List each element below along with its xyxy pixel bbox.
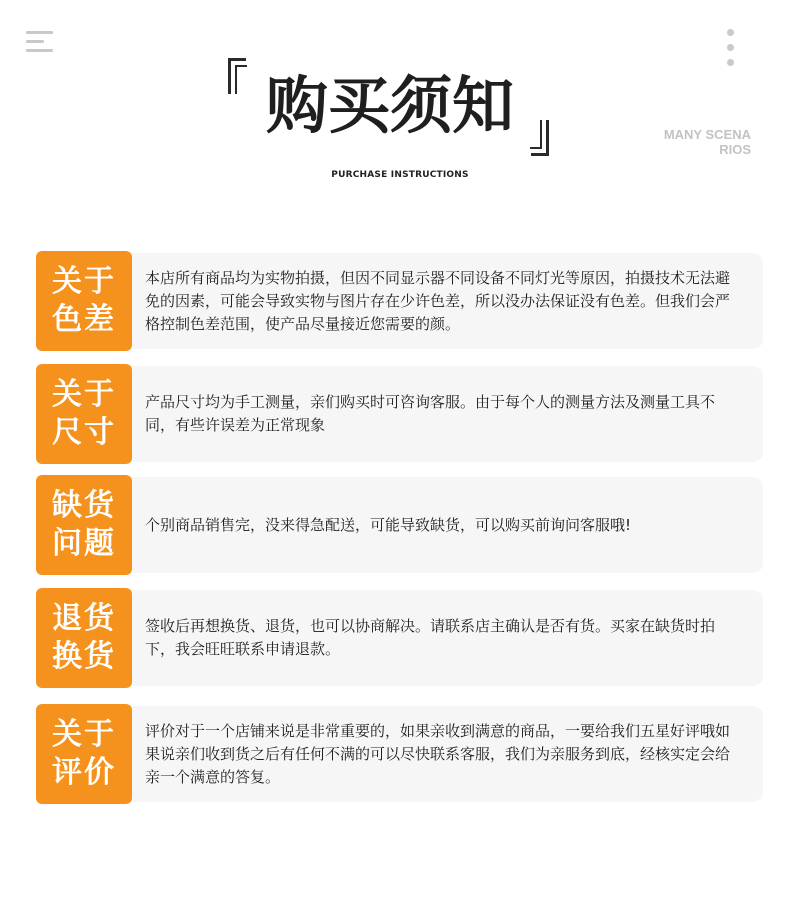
section-body	[145, 588, 741, 688]
section-reviews	[36, 704, 763, 804]
section-tag-label: 关于色差	[52, 264, 116, 337]
section-body-text: 产品尺寸均为手工测量，亲们购买时可咨询客服。由于每个人的测量方法及测量工具不同，有些许误差为正常现象	[145, 393, 716, 434]
section-body-text: 签收后再想换货、退货，也可以协商解决。请联系店主确认是否有货。买家在缺货时拍下，我会旺旺联系申请退款。	[145, 617, 716, 658]
section-tag	[36, 475, 132, 575]
section-body	[145, 251, 741, 351]
open-bracket-decoration	[228, 58, 246, 94]
menu-icon[interactable]	[26, 31, 54, 53]
section-size	[36, 364, 763, 464]
section-body-text: 个别商品销售完，没来得急配送，可能导致缺货，可以购买前询问客服哦!	[145, 515, 632, 534]
side-caption-line-2: RIOS	[719, 142, 751, 157]
section-body-text: 评价对于一个店铺来说是非常重要的，如果亲收到满意的商品，一要给我们五星好评哦如果说亲们收到货之后有任何不满的可以尽快联系客服，我们为亲服务到底，经核实定会给亲一个满意的答复。	[145, 721, 731, 786]
close-bracket-decoration	[531, 120, 549, 156]
section-body	[145, 364, 741, 464]
section-tag	[36, 588, 132, 688]
section-tag	[36, 364, 132, 464]
section-tag-label: 关于尺寸	[52, 377, 116, 450]
section-color-difference	[36, 251, 763, 351]
section-body-text: 本店所有商品均为实物拍摄，但因不同显示器不同设备不同灯光等原因，拍摄技术无法避免的因素，可能会导致实物与图片存在少许色差，所以没办法保证没有色差。但我们会严格控制色差范围，使产品尽量接近您需要的颜。	[145, 268, 731, 333]
section-body	[145, 475, 741, 575]
section-tag	[36, 251, 132, 351]
section-out-of-stock	[36, 475, 763, 575]
section-tag	[36, 704, 132, 804]
side-caption-line-1: MANY SCENA	[663, 127, 751, 142]
section-body	[145, 704, 741, 804]
more-vertical-icon[interactable]	[727, 29, 735, 69]
section-tag-label: 缺货问题	[52, 488, 116, 561]
section-tag-label: 退货换货	[52, 601, 116, 674]
page-subtitle: PURCHASE INSTRUCTIONS	[331, 170, 469, 180]
section-returns	[36, 588, 763, 688]
side-caption	[640, 127, 751, 157]
section-tag-label: 关于评价	[52, 717, 116, 790]
page-title: 购买须知	[265, 69, 514, 142]
